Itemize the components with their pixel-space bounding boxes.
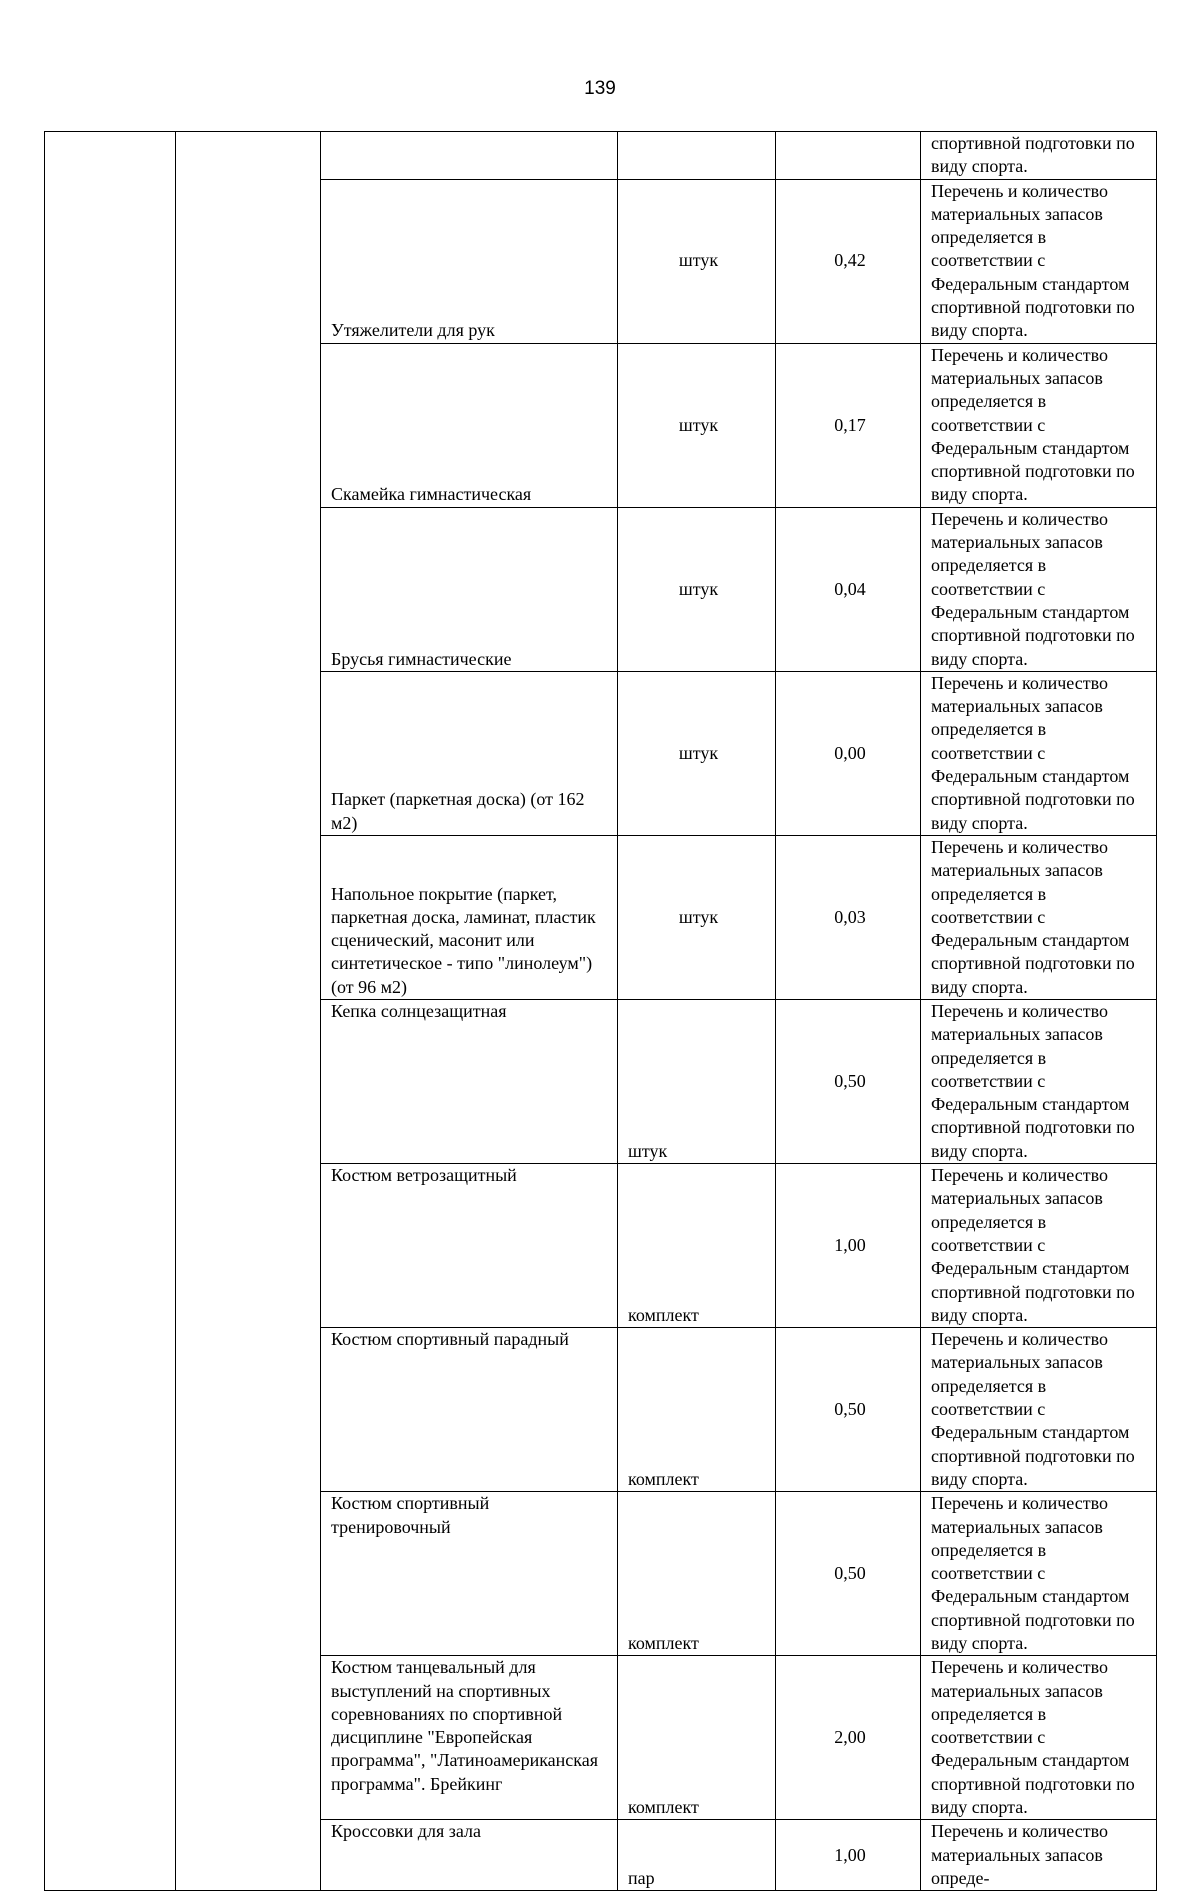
qty-cell [776, 507, 921, 671]
item-unit: комплект [628, 1797, 699, 1818]
note-text: Перечень и количество материальных запасов определяется в соответствии с Федеральным стандартом спортивной подготовки по виду спорта. [931, 1329, 1135, 1489]
unit-cell [618, 1820, 776, 1891]
table-row [45, 132, 1157, 180]
item-qty: 1,00 [834, 1234, 866, 1255]
col-2-cell [176, 132, 321, 1891]
item-qty: 0,04 [834, 578, 866, 599]
note-text: Перечень и количество материальных запасов определяется в соответствии с Федеральным стандартом спортивной подготовки по виду спорта. [931, 1657, 1135, 1818]
item-qty: 0,00 [834, 742, 866, 763]
qty-cell [776, 343, 921, 507]
name-cell [321, 835, 618, 999]
note-text: Перечень и количество материальных запасов определяется в соответствии с Федеральным стандартом спортивной подготовки по виду спорта. [931, 672, 1135, 833]
item-unit: комплект [628, 1633, 699, 1653]
item-qty: 2,00 [834, 1727, 866, 1748]
qty-cell [776, 1656, 921, 1820]
note-cell [921, 1820, 1157, 1891]
note-cell [921, 1656, 1157, 1820]
unit-cell [618, 1328, 776, 1492]
materials-table [44, 131, 1157, 1891]
item-qty: 0,50 [834, 1563, 866, 1584]
name-cell [321, 132, 618, 180]
unit-cell [618, 671, 776, 835]
unit-cell [618, 835, 776, 999]
item-name: Паркет (паркетная доска) (от 162 м2) [331, 789, 585, 833]
name-cell [321, 1492, 618, 1656]
item-name: Костюм спортивный парадный [331, 1329, 569, 1350]
item-unit: пар [628, 1867, 655, 1888]
item-qty: 0,17 [834, 414, 866, 435]
note-text: Перечень и количество материальных запасов определяется в соответствии с Федеральным стандартом спортивной подготовки по виду спорта. [931, 344, 1135, 505]
item-name: Скамейка гимнастическая [331, 484, 532, 505]
item-unit: штук [678, 578, 719, 599]
note-cell [921, 1328, 1157, 1492]
note-cell [921, 835, 1157, 999]
qty-cell [776, 132, 921, 180]
qty-cell [776, 999, 921, 1163]
name-cell [321, 343, 618, 507]
note-cell [921, 179, 1157, 343]
qty-cell [776, 1328, 921, 1492]
item-unit: комплект [628, 1304, 699, 1325]
item-name: Костюм спортивный тренировочный [331, 1493, 490, 1537]
item-name: Утяжелители для рук [331, 320, 495, 341]
item-qty: 0,42 [834, 250, 866, 271]
item-unit: штук [678, 414, 719, 435]
name-cell [321, 671, 618, 835]
note-text: Перечень и количество материальных запасов определяется в соответствии с Федеральным стандартом спортивной подготовки по виду спорта. [931, 836, 1135, 997]
name-cell [321, 179, 618, 343]
qty-cell [776, 1492, 921, 1656]
col-1-cell [45, 132, 176, 1891]
item-unit: штук [678, 906, 719, 927]
qty-cell [776, 1820, 921, 1891]
name-cell [321, 999, 618, 1163]
item-name: Напольное покрытие (паркет, паркетная доска, ламинат, пластик сценический, масонит или синтетическое - типо "линолеум") (от 96 м2) [331, 883, 596, 997]
item-qty: 0,03 [834, 906, 866, 927]
qty-cell [776, 671, 921, 835]
item-name: Брусья гимнастические [331, 648, 512, 669]
name-cell [321, 507, 618, 671]
name-cell [321, 1820, 618, 1891]
note-text: Перечень и количество материальных запасов определяется в соответствии с Федеральным стандартом спортивной подготовки по виду спорта. [931, 1493, 1135, 1653]
qty-cell [776, 1164, 921, 1328]
item-name: Костюм ветрозащитный [331, 1165, 517, 1186]
note-text: Перечень и количество материальных запасов определяется в соответствии с Федеральным стандартом спортивной подготовки по виду спорта. [931, 508, 1135, 669]
note-cell [921, 671, 1157, 835]
item-name: Костюм танцевальный для выступлений на спортивных соревнованиях по спортивной дисциплине "Европейская программа", "Латиноамериканская программа". Брейкинг [331, 1657, 599, 1794]
note-text: Перечень и количество материальных запасов определяется в соответствии с Федеральным стандартом спортивной подготовки по виду спорта. [931, 180, 1135, 341]
item-name: Кроссовки для зала [331, 1821, 481, 1842]
item-qty: 0,50 [834, 1399, 866, 1420]
note-cell [921, 1164, 1157, 1328]
note-cell [921, 1492, 1157, 1656]
note-cell [921, 132, 1157, 180]
note-text: Перечень и количество материальных запасов определяется в соответствии с Федеральным стандартом спортивной подготовки по виду спорта. [931, 1000, 1135, 1161]
note-cell [921, 343, 1157, 507]
name-cell [321, 1164, 618, 1328]
unit-cell [618, 999, 776, 1163]
unit-cell [618, 179, 776, 343]
note-cell [921, 999, 1157, 1163]
qty-cell [776, 179, 921, 343]
note-text: Перечень и количество материальных запасов опреде- [931, 1821, 1108, 1888]
item-qty: 0,50 [834, 1070, 866, 1091]
qty-cell [776, 835, 921, 999]
item-name: Кепка солнцезащитная [331, 1000, 507, 1021]
item-qty: 1,00 [834, 1844, 866, 1865]
item-unit: штук [678, 250, 719, 271]
item-unit: штук [628, 1140, 668, 1161]
unit-cell [618, 343, 776, 507]
unit-cell [618, 132, 776, 180]
unit-cell [618, 1492, 776, 1656]
item-unit: комплект [628, 1468, 699, 1489]
unit-cell [618, 1656, 776, 1820]
note-cell [921, 507, 1157, 671]
unit-cell [618, 1164, 776, 1328]
name-cell [321, 1328, 618, 1492]
note-text: Перечень и количество материальных запасов определяется в соответствии с Федеральным стандартом спортивной подготовки по виду спорта. [931, 1165, 1135, 1325]
name-cell [321, 1656, 618, 1820]
page-number: 139 [584, 78, 616, 99]
item-unit: штук [678, 742, 719, 763]
note-text: спортивной подготовки по виду спорта. [931, 133, 1135, 177]
unit-cell [618, 507, 776, 671]
